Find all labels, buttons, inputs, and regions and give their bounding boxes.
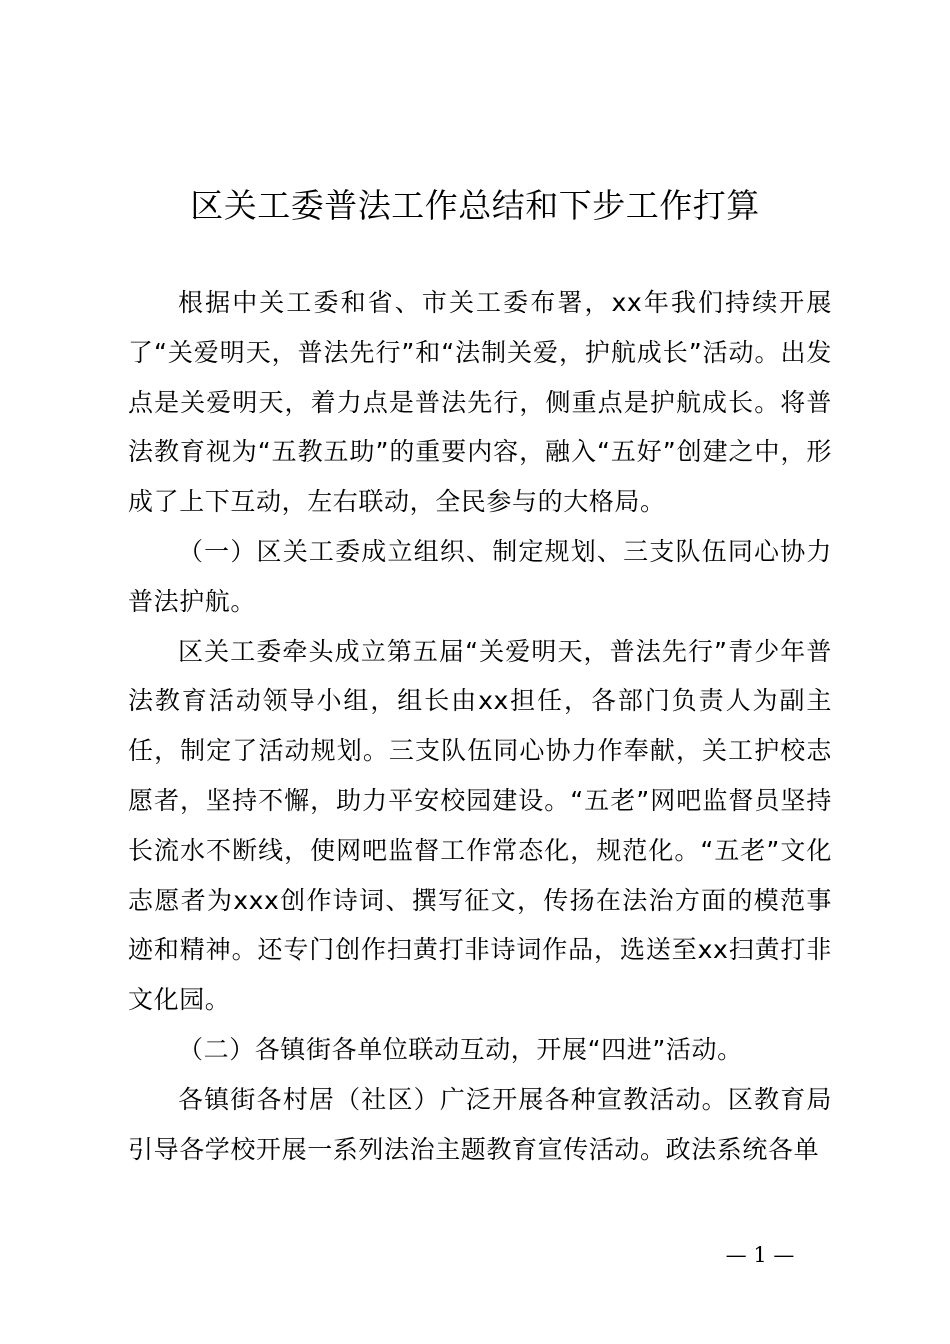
page-number: — 1 — (725, 1243, 795, 1267)
section-heading-1: （一）区关工委成立组织、制定规划、三支队伍同心协力普法护航。 (128, 536, 832, 616)
paragraph-section-2: 各镇街各村居（社区）广泛开展各种宣教活动。区教育局引导各学校开展一系列法治主题教育宣传活动。政法系统各单 (128, 1084, 832, 1164)
paragraph-intro: 根据中关工委和省、市关工委布署，xx年我们持续开展了“关爱明天，普法先行”和“法制关爱，护航成长”活动。出发点是关爱明天，着力点是普法先行，侧重点是护航成长。将普法教育视为“五教五助”的重要内容，融入“五好”创建之中，形成了上下互动，左右联动，全民参与的大格局。 (128, 288, 832, 517)
document-body (128, 278, 832, 1174)
paragraph-section-1: 区关工委牵头成立第五届“关爱明天，普法先行”青少年普法教育活动领导小组，组长由xx担任，各部门负责人为副主任，制定了活动规划。三支队伍同心协力作奉献，关工护校志愿者，坚持不懈，助力平安校园建设。“五老”网吧监督员坚持长流水不断线，使网吧监督工作常态化，规范化。“五老”文化志愿者为xxx创作诗词、撰写征文，传扬在法治方面的模范事迹和精神。还专门创作扫黄打非诗词作品，选送至xx扫黄打非文化园。 (128, 636, 832, 1015)
document-title: 区关工委普法工作总结和下步工作打算 (190, 186, 760, 225)
section-heading-2: （二）各镇街各单位联动互动，开展“四进”活动。 (178, 1034, 743, 1064)
